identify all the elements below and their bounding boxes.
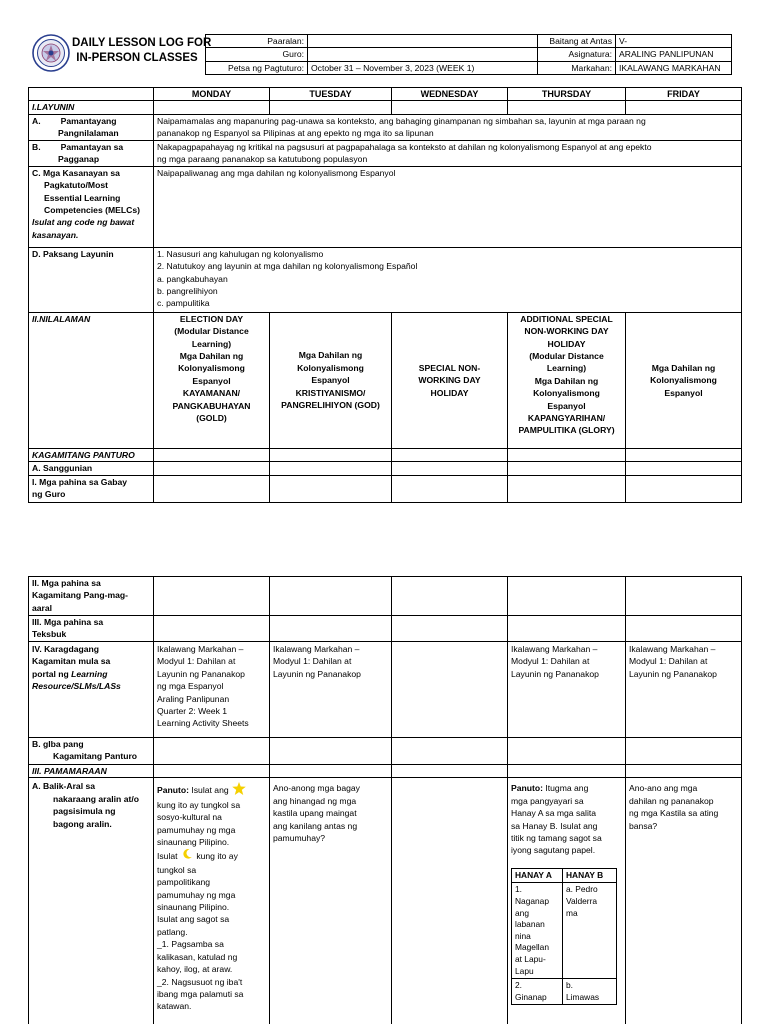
baitang-field[interactable]: V- xyxy=(616,35,732,48)
thursday-nilalaman: ADDITIONAL SPECIAL NON-WORKING DAY HOLIDAY (Modular Distance Learning) Mga Dahilan ng Kolonyalismong Espanyol KAPANGYARIHAN/ PAMPULITIKA (GLORY) xyxy=(508,312,626,448)
mga-kasanayan-text: Naipapaliwanag ang mga dahilan ng kolonyalismong Espanyol xyxy=(154,166,742,247)
section-layunin: I.LAYUNIN xyxy=(29,101,154,114)
document-title xyxy=(72,36,212,66)
list-item: 1. Nasusuri ang kahulugan ng kolonyalismo xyxy=(157,248,324,259)
day-header-wednesday: WEDNESDAY xyxy=(392,88,508,101)
baitang-label: Baitang at Antas xyxy=(538,35,616,48)
asignatura-field[interactable]: ARALING PANLIPUNAN xyxy=(616,48,732,61)
guro-label: Guro: xyxy=(206,48,308,61)
header-fields-right xyxy=(537,34,732,75)
row-label-teksbuk: III. Mga pahina sa Teksbuk xyxy=(29,616,154,642)
guro-field[interactable] xyxy=(308,48,538,61)
pamantayan-sa-pagganap-text: Nakapagpapahayag ng kritikal na pagsusuri at pagpapahalaga sa konteksto at dahilan ng kolonyalismong Espanyol at ang epekto ng mga paraang pananakop sa katutubong populasyon xyxy=(154,140,742,166)
title-line-2: IN-PERSON CLASSES xyxy=(76,52,198,64)
star-icon xyxy=(232,782,246,798)
hanay-a-header: HANAY A xyxy=(512,868,563,883)
hanay-a-item: 2. Ginanap xyxy=(512,979,563,1005)
list-item: c. pampulitika xyxy=(157,298,210,309)
petsa-label: Petsa ng Pagtuturo: xyxy=(206,61,308,74)
friday-karagdagang: Ikalawang Markahan – Modyul 1: Dahilan at Layunin ng Pananakop xyxy=(626,642,742,738)
markahan-field[interactable]: IKALAWANG MARKAHAN xyxy=(616,61,732,74)
header-fields-left xyxy=(205,34,538,75)
lesson-table-page-2 xyxy=(28,576,742,1024)
title-line-1: DAILY LESSON LOG FOR xyxy=(72,37,212,49)
section-pamamaraan: III. PAMAMARAAN xyxy=(29,765,154,778)
paaralan-field[interactable] xyxy=(308,35,538,48)
asignatura-label: Asignatura: xyxy=(538,48,616,61)
monday-nilalaman: ELECTION DAY (Modular Distance Learning) Mga Dahilan ng Kolonyalismong Espanyol KAYAMANAN/ PANGKABUHAYAN (GOLD) xyxy=(154,312,270,448)
row-label-balik-aral: A. Balik-Aral sa nakaraang aralin at/o pagsisimula ng bagong aralin. xyxy=(29,778,154,1024)
row-label-pamantayang-pangnilalaman: A. Pamantayang Pangnilalaman xyxy=(29,114,154,140)
row-label-iba-pang-kagamitan: B. gIba pang Kagamitang Panturo xyxy=(29,738,154,765)
table-row xyxy=(512,883,617,979)
row-label-gabay-ng-guro: I. Mga pahina sa Gabay ng Guro xyxy=(29,475,154,502)
row-label-paksang-layunin: D. Paksang Layunin xyxy=(29,247,154,312)
row-label-kagamitang-pang-mag-aaral: II. Mga pahina sa Kagamitang Pang-mag- aaral xyxy=(29,577,154,616)
hanay-b-item: a. Pedro Valderra ma xyxy=(563,883,617,979)
monday-balik-aral: Panuto: Isulat ang kung ito ay tungkol sa sosyo-kultural na pamumuhay ng mga sinaunang Pilipino. Isulat kung ito ay tungkol sa pampolitikang pamumuhay ng mga sinaunang Pilipino. Isulat ang sagot sa patlang. _1. Pagsamba sa kalikasan, katulad ng kahoy, ilog, at araw. _2. Nagsusuot ng iba't ibang mga palamuti sa katawan. xyxy=(154,778,270,1024)
hanay-b-item: b. Limawas xyxy=(563,979,617,1005)
row-label-sanggunian: A. Sanggunian xyxy=(29,462,154,475)
deped-seal-icon xyxy=(32,34,70,72)
petsa-field[interactable]: October 31 – November 3, 2023 (WEEK 1) xyxy=(308,61,538,74)
hanay-matching-table xyxy=(511,868,617,1006)
markahan-label: Markahan: xyxy=(538,61,616,74)
pamantayang-pangnilalaman-text: Naipamamalas ang mapanuring pag-unawa sa konteksto, ang bahaging ginampanan ng simbahan sa, layunin at mga paraan ng pananakop ng Espanyol sa Pilipinas at ang epekto ng mga ito sa lipunan xyxy=(154,114,742,140)
thursday-karagdagang: Ikalawang Markahan – Modyul 1: Dahilan at Layunin ng Pananakop xyxy=(508,642,626,738)
list-item: b. pangrelihiyon xyxy=(157,286,218,297)
day-header-tuesday: TUESDAY xyxy=(270,88,392,101)
tuesday-balik-aral: Ano-anong mga bagay ang hinangad ng mga kastila upang maingat ang kanilang antas ng pamumuhay? xyxy=(270,778,392,1024)
paksang-layunin-list xyxy=(154,247,742,312)
section-kagamitang-panturo: KAGAMITANG PANTURO xyxy=(29,448,154,461)
table-row xyxy=(512,979,617,1005)
wednesday-nilalaman: SPECIAL NON- WORKING DAY HOLIDAY xyxy=(392,312,508,448)
list-item: 2. Natutukoy ang layunin at mga dahilan ng kolonyalismong Español xyxy=(157,261,418,272)
row-label-pamantayan-sa-pagganap: B. Pamantayan sa Pagganap xyxy=(29,140,154,166)
row-label-karagdagang-kagamitan: IV. Karagdagang Kagamitan mula sa portal ng Learning Resource/SLMs/LASs xyxy=(29,642,154,738)
crescent-moon-icon xyxy=(181,848,193,863)
section-nilalaman: II.NILALAMAN xyxy=(29,312,154,448)
paaralan-label: Paaralan: xyxy=(206,35,308,48)
monday-karagdagang: Ikalawang Markahan – Modyul 1: Dahilan at Layunin ng Pananakop ng mga Espanyol Araling Panlipunan Quarter 2: Week 1 Learning Activity Sheets xyxy=(154,642,270,738)
tuesday-nilalaman: Mga Dahilan ng Kolonyalismong Espanyol KRISTIYANISMO/ PANGRELIHIYON (GOD) xyxy=(270,312,392,448)
tuesday-karagdagang: Ikalawang Markahan – Modyul 1: Dahilan at Layunin ng Pananakop xyxy=(270,642,392,738)
hanay-b-header: HANAY B xyxy=(563,868,617,883)
thursday-balik-aral: Panuto: Itugma ang mga pangyayari sa Hanay A sa mga salita sa Hanay B. Isulat ang titik ng tamang sagot sa iyong sagutang papel. HANAY A HANAY B 1. Naganap ang labanan nina Magellan at Lapu- Lapu a. Pedro Valderra ma 2. Ginanap b. Limawas xyxy=(508,778,626,1024)
day-header-monday: MONDAY xyxy=(154,88,270,101)
corner-cell xyxy=(29,88,154,101)
list-item: a. pangkabuhayan xyxy=(157,273,228,284)
friday-balik-aral: Ano-ano ang mga dahilan ng pananakop ng mga Kastila sa ating bansa? xyxy=(626,778,742,1024)
day-header-friday: FRIDAY xyxy=(626,88,742,101)
day-header-thursday: THURSDAY xyxy=(508,88,626,101)
lesson-table-page-1 xyxy=(28,87,742,503)
row-label-mga-kasanayan: C. Mga Kasanayan sa Pagkatuto/Most Essential Learning Competencies (MELCs) Isulat ang code ng bawat kasanayan. xyxy=(29,166,154,247)
hanay-a-item: 1. Naganap ang labanan nina Magellan at Lapu- Lapu xyxy=(512,883,563,979)
friday-nilalaman: Mga Dahilan ng Kolonyalismong Espanyol xyxy=(626,312,742,448)
